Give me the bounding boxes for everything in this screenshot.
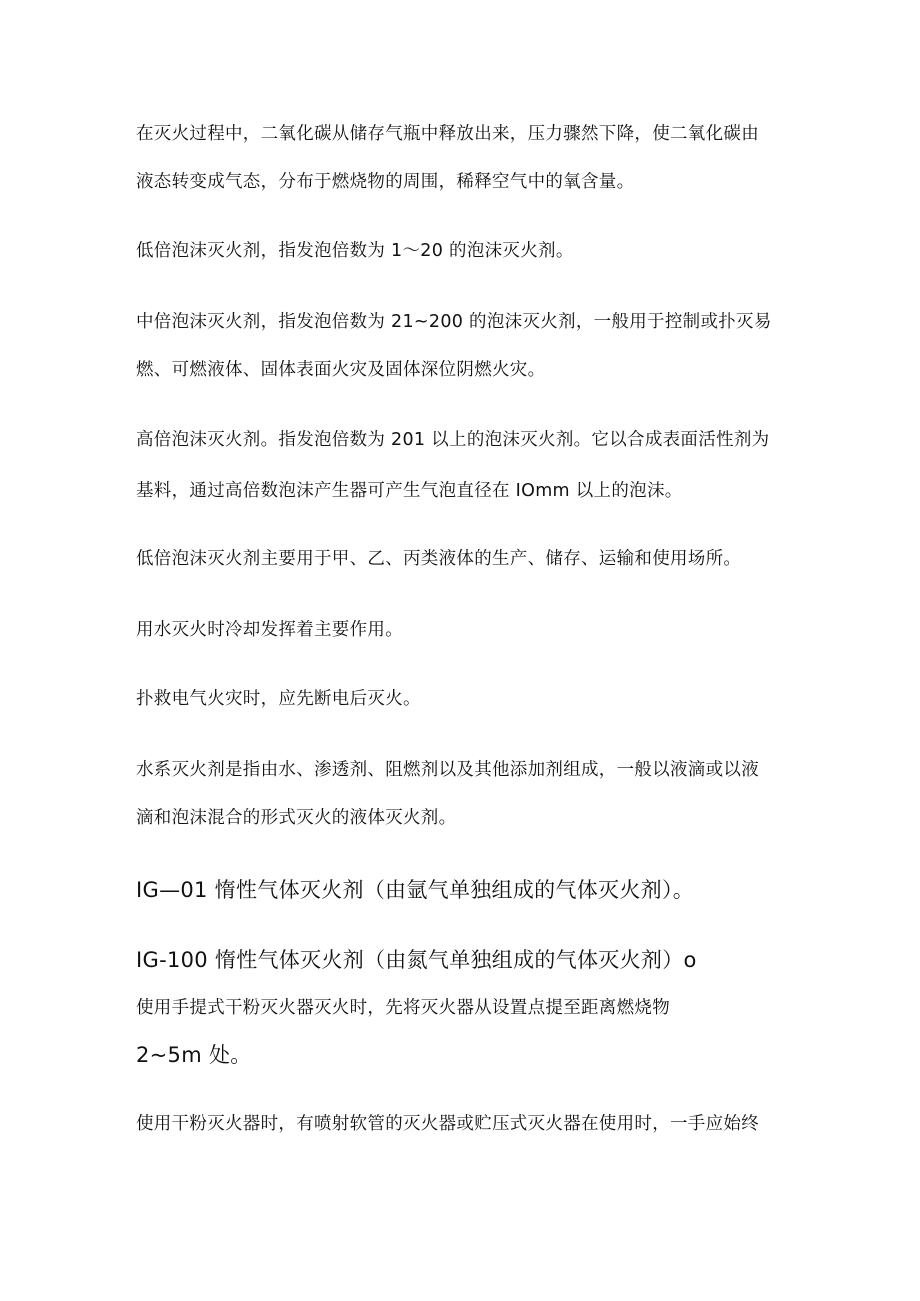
text-line: 使用手提式干粉灭火器灭火时，先将灭火器从设置点提至距离燃烧物 [136, 998, 670, 1018]
text-line: 基料，通过高倍数泡沫产生器可产生气泡直径在 IOmm 以上的泡沫。 [136, 481, 683, 501]
text-line: 在灭火过程中，二氧化碳从储存气瓶中释放出来，压力骤然下降，使二氧化碳由 [136, 124, 759, 144]
text-line: 中倍泡沫灭火剂，指发泡倍数为 21~200 的泡沫灭火剂，一般用于控制或扑灭易 [136, 312, 772, 332]
text-line: IG-100 惰性气体灭火剂（由氮气单独组成的气体灭火剂）o [136, 948, 697, 972]
text-line: 滴和泡沫混合的形式灭火的液体灭火剂。 [136, 808, 457, 828]
text-line: 液态转变成气态，分布于燃烧物的周围，稀释空气中的氧含量。 [136, 172, 635, 192]
text-line: 燃、可燃液体、固体表面火灾及固体深位阴燃火灾。 [136, 360, 546, 380]
text-line: IG—01 惰性气体灭火剂（由氩气单独组成的气体灭火剂）。 [136, 878, 695, 902]
text-line: 使用干粉灭火器时，有喷射软管的灭火器或贮压式灭火器在使用时，一手应始终 [136, 1114, 759, 1134]
text-line: 高倍泡沫灭火剂。指发泡倍数为 201 以上的泡沫灭火剂。它以合成表面活性剂为 [136, 430, 770, 450]
text-line: 扑救电气火灾时，应先断电后灭火。 [136, 689, 421, 709]
text-line: 用水灭火时冷却发挥着主要作用。 [136, 620, 403, 640]
text-line: 低倍泡沫灭火剂主要用于甲、乙、丙类液体的生产、储存、运输和使用场所。 [136, 549, 742, 569]
text-line: 低倍泡沫灭火剂，指发泡倍数为 1～20 的泡沫灭火剂。 [136, 241, 574, 261]
text-line: 水系灭火剂是指由水、渗透剂、阻燃剂以及其他添加剂组成，一般以液滴或以液 [136, 760, 759, 780]
text-line: 2~5m 处。 [136, 1043, 252, 1067]
